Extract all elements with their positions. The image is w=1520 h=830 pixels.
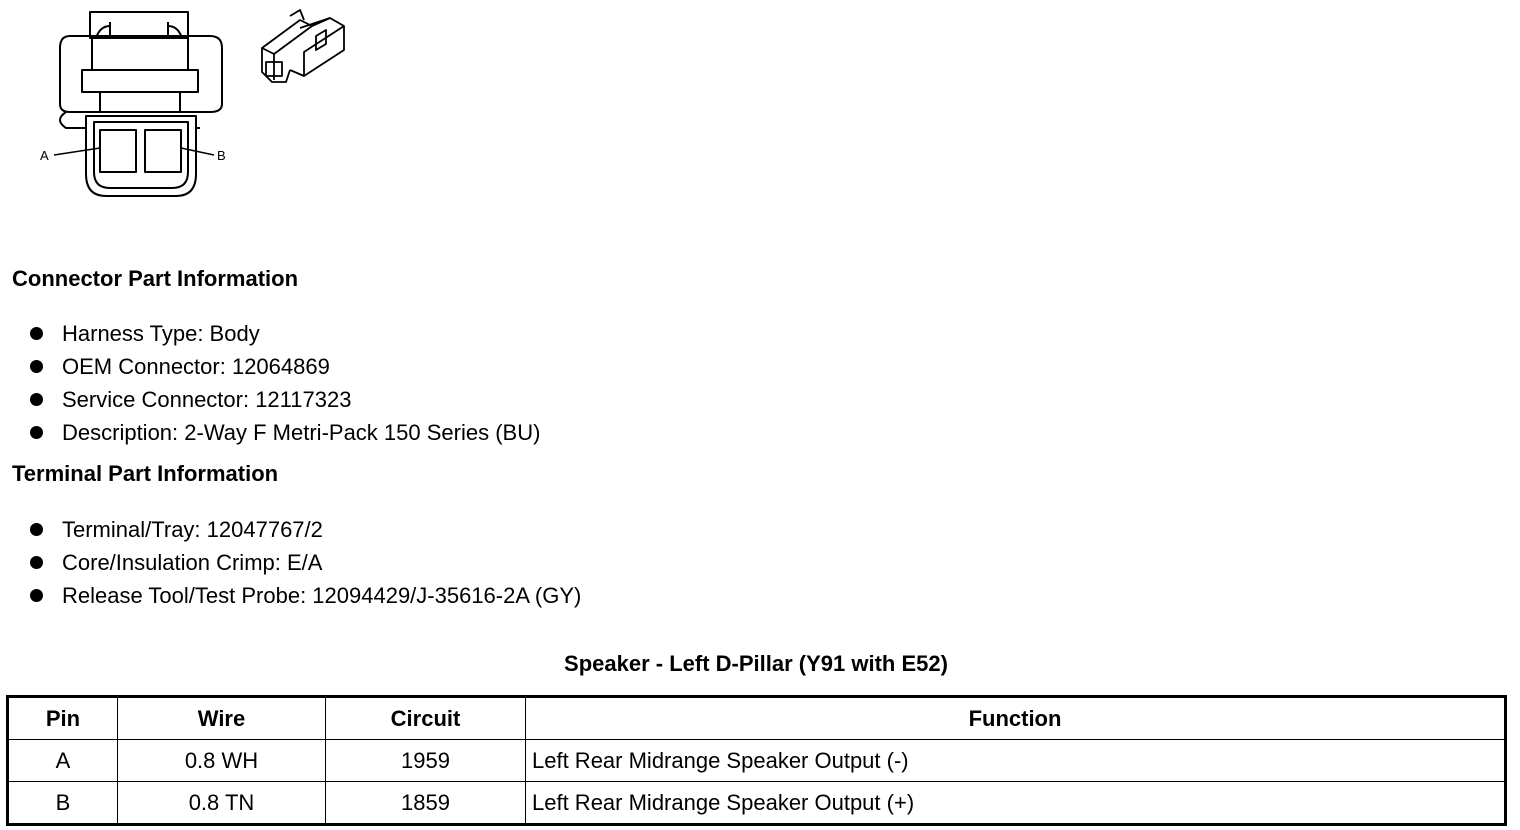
connector-face-drawing <box>0 0 360 210</box>
list-item-text: Terminal/Tray: 12047767/2 <box>62 517 323 542</box>
cell-pin: A <box>8 740 118 782</box>
cell-circuit: 1859 <box>326 782 526 825</box>
list-item-text: Core/Insulation Crimp: E/A <box>62 550 323 575</box>
cell-function: Left Rear Midrange Speaker Output (-) <box>526 740 1506 782</box>
cell-wire: 0.8 WH <box>118 740 326 782</box>
list-item <box>0 416 540 449</box>
list-item <box>0 513 581 546</box>
cell-pin: B <box>8 782 118 825</box>
list-item-text: Service Connector: 12117323 <box>62 387 352 412</box>
pinout-table <box>6 695 1507 826</box>
bullet-icon <box>30 327 43 340</box>
list-item <box>0 317 540 350</box>
bullet-icon <box>30 556 43 569</box>
cell-function: Left Rear Midrange Speaker Output (+) <box>526 782 1506 825</box>
list-item <box>0 383 540 416</box>
table-row <box>8 740 1506 782</box>
list-item-text: Description: 2-Way F Metri-Pack 150 Series (BU) <box>62 420 541 445</box>
column-header-circuit: Circuit <box>326 697 526 740</box>
list-item-text: OEM Connector: 12064869 <box>62 354 330 379</box>
connector-info-heading: Connector Part Information <box>12 266 299 291</box>
pin-b-label: B <box>217 148 226 163</box>
connector-info-list <box>0 317 540 449</box>
list-item-text: Release Tool/Test Probe: 12094429/J-35616-2A (GY) <box>62 583 582 608</box>
column-header-function: Function <box>526 697 1506 740</box>
terminal-info-list <box>0 513 581 612</box>
connector-diagram <box>0 0 360 210</box>
list-item-text: Harness Type: Body <box>62 321 260 346</box>
list-item <box>0 546 581 579</box>
terminal-info-heading: Terminal Part Information <box>12 461 279 486</box>
pin-a-label: A <box>40 148 49 163</box>
list-item <box>0 350 540 383</box>
connector-isometric-icon <box>262 10 344 82</box>
bullet-icon <box>30 393 43 406</box>
column-header-pin: Pin <box>8 697 118 740</box>
list-item <box>0 579 581 612</box>
bullet-icon <box>30 523 43 536</box>
cell-circuit: 1959 <box>326 740 526 782</box>
table-row <box>8 782 1506 825</box>
bullet-icon <box>30 589 43 602</box>
table-title: Speaker - Left D-Pillar (Y91 with E52) <box>564 651 948 676</box>
column-header-wire: Wire <box>118 697 326 740</box>
table-header-row <box>8 697 1506 740</box>
cell-wire: 0.8 TN <box>118 782 326 825</box>
bullet-icon <box>30 426 43 439</box>
bullet-icon <box>30 360 43 373</box>
